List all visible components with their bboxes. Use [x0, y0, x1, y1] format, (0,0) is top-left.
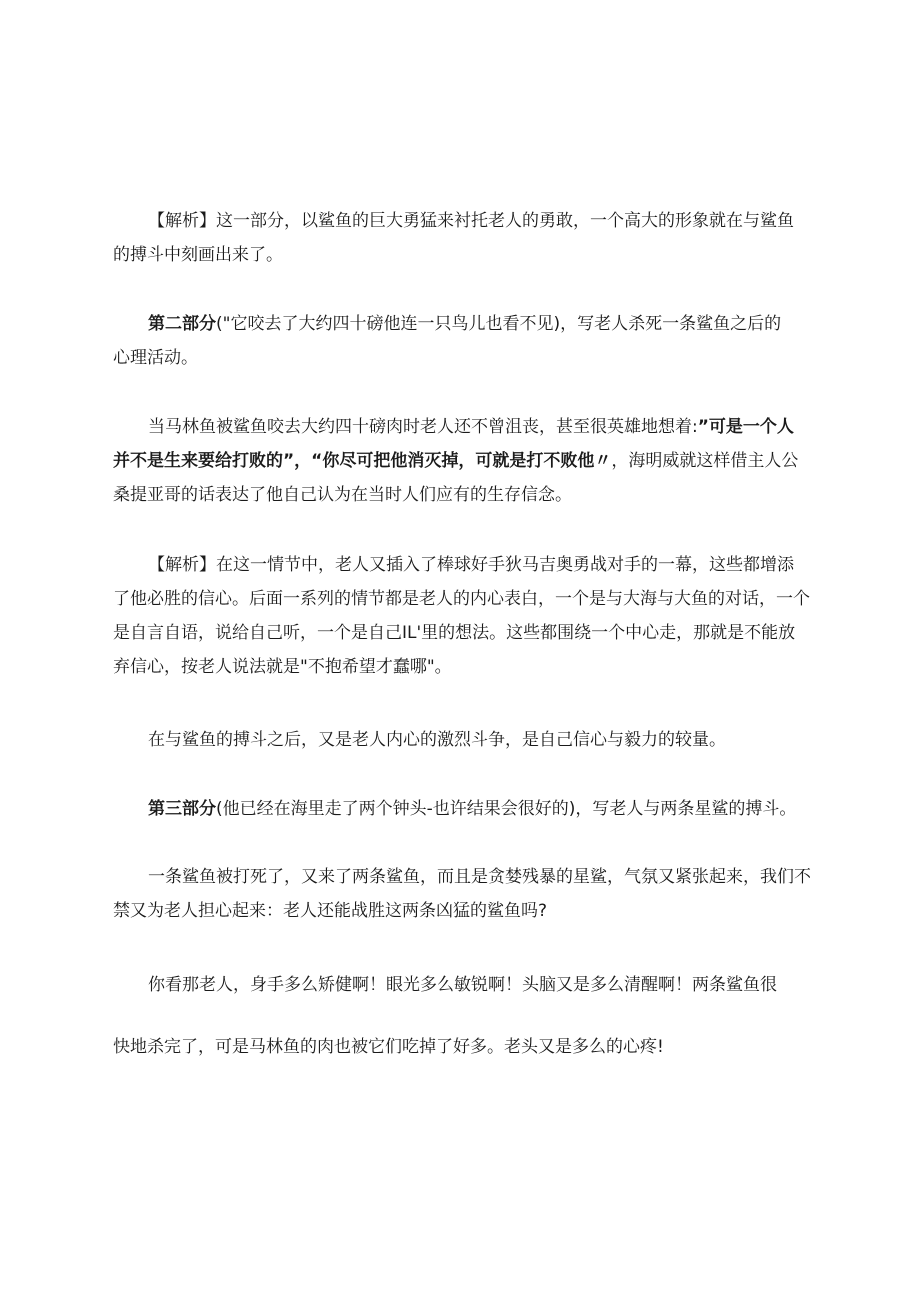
- quote-bold: 并不是生来要给打败的”，“你尽可把他消灭掉，可就是打不败他〃: [113, 451, 612, 471]
- section-heading: 第三部分: [148, 799, 216, 819]
- quote-bold: ”可是一个人: [697, 417, 794, 437]
- text-line: 一条鲨鱼被打死了，又来了两条鲨鱼，而且是贪婪残暴的星鲨，气氛又紧张起来，我们不: [148, 867, 811, 887]
- text-line: [113, 307, 813, 341]
- text-line: 【解析】在这一情节中，老人又插入了棒球好手狄马吉奥勇战对手的一幕，这些都增添: [148, 555, 794, 575]
- text-span: ，海明威就这样借主人公: [611, 451, 799, 471]
- text-line: [113, 792, 813, 826]
- text-line: 弃信心，按老人说法就是"不抱希望才蠢哪"。: [113, 657, 452, 677]
- paragraph-two-sharks: [113, 860, 813, 928]
- paragraph-analysis-2: [113, 548, 813, 684]
- text-line: 心理活动。: [113, 348, 198, 368]
- text-line: 的搏斗中刻画出来了。: [113, 245, 283, 265]
- section-heading: 第二部分: [148, 314, 216, 334]
- text-line: 桑提亚哥的话表达了他自己认为在当时人们应有的生存信念。: [113, 485, 572, 505]
- text-span: (他已经在海里走了两个钟头-也许结果会很好的)，写老人与两条星鲨的搏斗。: [216, 799, 797, 819]
- paragraph-struggle: [113, 723, 813, 757]
- paragraph-analysis-1: [113, 204, 813, 272]
- text-line: 是自言自语，说给自己听，一个是自己IL'里的想法。这些都围绕一个中心走，那就是不能放: [113, 623, 796, 643]
- paragraph-part-three: [113, 792, 813, 826]
- paragraph-marlin-eaten: [113, 1030, 813, 1064]
- text-line: 【解析】这一部分，以鲨鱼的巨大勇猛来衬托老人的勇敢，一个高大的形象就在与鲨鱼: [148, 211, 794, 231]
- text-line: 禁又为老人担心起来：老人还能战胜这两条凶猛的鲨鱼吗?: [113, 901, 548, 921]
- text-line: 快地杀完了，可是马林鱼的肉也被它们吃掉了好多。老头又是多么的心疼!: [113, 1037, 664, 1057]
- text-line: 你看那老人，身手多么矫健啊！眼光多么敏锐啊！头脑又是多么清醒啊！两条鲨鱼很: [148, 975, 777, 995]
- paragraph-old-man: [113, 968, 813, 1002]
- text-line: 了他必胜的信心。后面一系列的情节都是老人的内心表白，一个是与大海与大鱼的对话，一个: [113, 589, 810, 609]
- text-line: [113, 444, 813, 478]
- paragraph-part-two: [113, 307, 813, 375]
- text-span: 当马林鱼被鲨鱼咬去大约四十磅肉时老人还不曾沮丧，甚至很英雄地想着:: [148, 417, 698, 437]
- text-span: ("它咬去了大约四十磅他连一只鸟儿也看不见)，写老人杀死一条鲨鱼之后的: [216, 314, 782, 334]
- paragraph-marlin: [113, 410, 813, 512]
- text-line: [113, 410, 813, 444]
- text-line: 在与鲨鱼的搏斗之后，又是老人内心的激烈斗争，是自己信心与毅力的较量。: [148, 730, 726, 750]
